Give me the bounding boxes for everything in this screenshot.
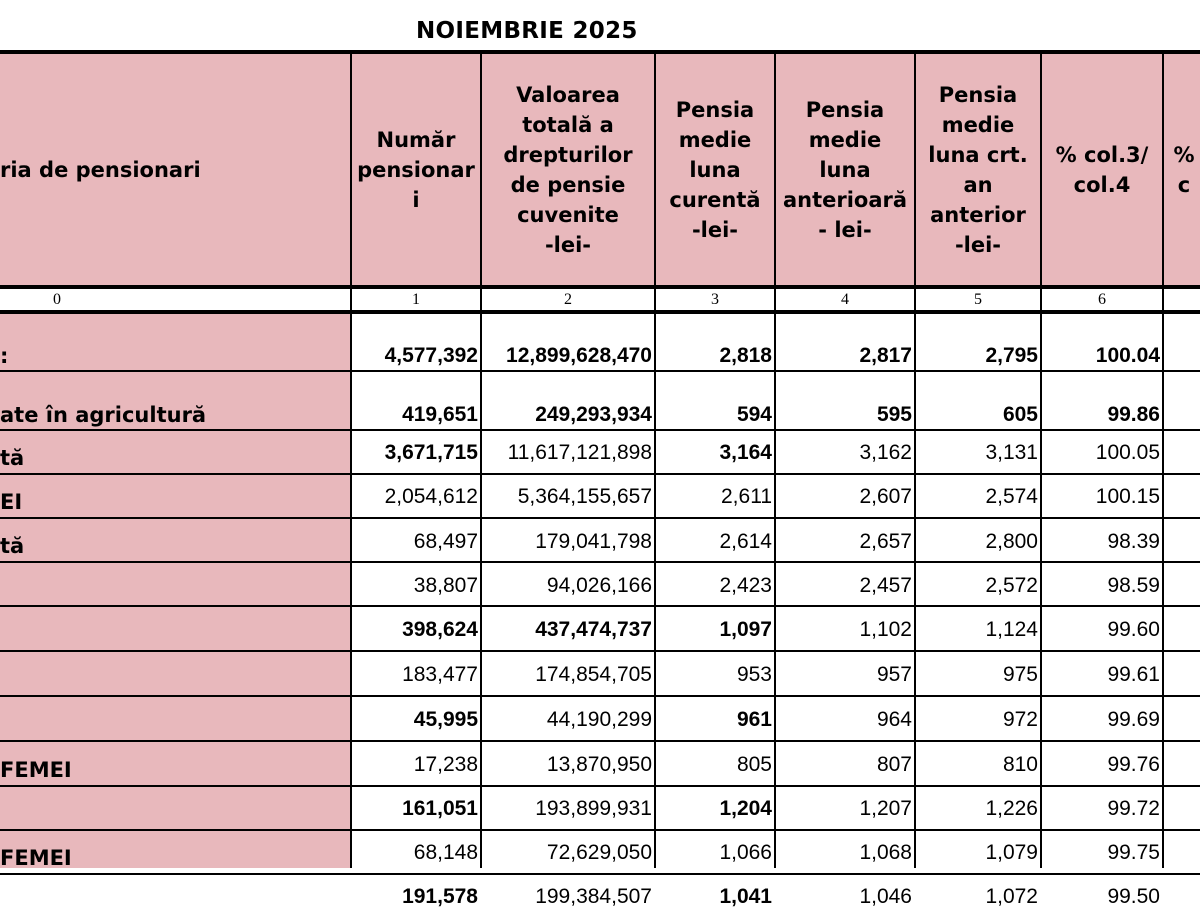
row-label: FEMEI: [0, 846, 72, 870]
cell-c3: 594: [736, 403, 772, 426]
cell-c5: 2,572: [985, 574, 1038, 597]
cell-c5: 1,226: [985, 797, 1038, 820]
cell-c2: 437,474,737: [535, 618, 652, 641]
cell-c3: 3,164: [719, 441, 772, 464]
cell-c1: 419,651: [402, 403, 478, 426]
cell-c3: 1,066: [719, 841, 772, 864]
cell-c4: 1,046: [859, 885, 912, 908]
page-title: NOIEMBRIE 2025: [416, 18, 638, 44]
cell-c4: 2,817: [859, 344, 912, 367]
header-bottom-rule: [0, 285, 1200, 289]
cell-c4: 807: [876, 753, 912, 776]
cell-c4: 3,162: [859, 441, 912, 464]
cell-c1: 183,477: [402, 663, 478, 686]
index-bottom-rule: [0, 310, 1200, 314]
row-label: FEMEI: [0, 758, 72, 782]
cell-c3: 805: [736, 753, 772, 776]
cell-c6: 99.69: [1107, 708, 1160, 731]
cell-c3: 1,041: [719, 885, 772, 908]
cell-c5: 1,124: [985, 618, 1038, 641]
row-divider: [0, 829, 1200, 831]
row-divider: [0, 370, 1200, 372]
cell-c5: 2,795: [985, 344, 1038, 367]
header-valoarea-totala: Valoarea totală a drepturilor de pensie cuvenite -lei-: [503, 83, 633, 257]
cell-c3: 1,097: [719, 618, 772, 641]
cell-c1: 398,624: [402, 618, 478, 641]
header-category: ria de pensionari: [0, 158, 201, 182]
cell-c3: 2,818: [719, 344, 772, 367]
cell-c6: 98.39: [1107, 530, 1160, 553]
cell-c2: 199,384,507: [535, 885, 652, 908]
cell-c1: 68,148: [413, 841, 478, 864]
cell-c3: 961: [736, 708, 772, 731]
header-pensia-an-anterior: Pensia medie luna crt. an anterior -lei-: [928, 83, 1028, 257]
cell-c5: 972: [1002, 708, 1038, 731]
cell-c6: 100.05: [1095, 441, 1160, 464]
cell-c2: 174,854,705: [535, 663, 652, 686]
header-numar-pensionari: Număr pensionar i: [357, 128, 475, 212]
cell-c2: 193,899,931: [535, 797, 652, 820]
col-index-1: 1: [412, 291, 420, 308]
row-divider: [0, 605, 1200, 607]
cell-c4: 1,102: [859, 618, 912, 641]
cell-c4: 2,657: [859, 530, 912, 553]
row-divider: [0, 473, 1200, 475]
cell-c5: 2,574: [985, 485, 1038, 508]
cell-c3: 953: [736, 663, 772, 686]
cell-c5: 3,131: [985, 441, 1038, 464]
cell-c1: 17,238: [413, 753, 478, 776]
cell-c6: 99.75: [1107, 841, 1160, 864]
cell-c5: 1,072: [985, 885, 1038, 908]
col-divider: [1162, 54, 1164, 868]
cell-c4: 1,207: [859, 797, 912, 820]
cell-c2: 11,617,121,898: [507, 441, 652, 464]
cell-c4: 2,607: [859, 485, 912, 508]
col-index-0: 0: [53, 291, 61, 308]
col-index-3: 3: [711, 291, 719, 308]
cell-c4: 957: [876, 663, 912, 686]
cell-c4: 1,068: [859, 841, 912, 864]
cell-c5: 810: [1002, 753, 1038, 776]
cell-c2: 94,026,166: [546, 574, 652, 597]
cell-c3: 2,611: [721, 485, 772, 508]
row-label: EI: [0, 490, 23, 514]
cell-c3: 2,423: [719, 574, 772, 597]
cell-c1: 45,995: [413, 708, 478, 731]
cell-c1: 38,807: [413, 574, 478, 597]
row-divider: [0, 740, 1200, 742]
cell-c1: 3,671,715: [384, 441, 478, 464]
col-index-2: 2: [564, 291, 572, 308]
cell-c5: 975: [1002, 663, 1038, 686]
cell-c2: 44,190,299: [546, 708, 652, 731]
cell-c6: 100.15: [1095, 485, 1160, 508]
header-pensia-anterioara: Pensia medie luna anterioară - lei-: [782, 98, 908, 242]
row-label: tă: [0, 534, 25, 558]
header-procent-next: % c: [1173, 143, 1195, 197]
cell-c2: 249,293,934: [535, 403, 652, 426]
cell-c2: 5,364,155,657: [517, 485, 652, 508]
cell-c5: 1,079: [985, 841, 1038, 864]
col-index-5: 5: [974, 291, 982, 308]
row-divider: [0, 695, 1200, 697]
cell-c2: 179,041,798: [535, 530, 652, 553]
cell-c2: 72,629,050: [546, 841, 652, 864]
row-divider: [0, 873, 1200, 875]
cell-c6: 99.61: [1107, 663, 1160, 686]
cell-c2: 12,899,628,470: [506, 344, 652, 367]
cell-c2: 13,870,950: [546, 753, 652, 776]
cell-c1: 2,054,612: [384, 485, 478, 508]
row-label: ate în agricultură: [0, 403, 207, 427]
cell-c1: 4,577,392: [384, 344, 478, 367]
row-label: :: [0, 344, 9, 368]
cell-c4: 595: [876, 403, 912, 426]
cell-c1: 68,497: [413, 530, 478, 553]
cell-c6: 99.72: [1107, 797, 1160, 820]
cell-c4: 964: [876, 708, 912, 731]
cell-c4: 2,457: [859, 574, 912, 597]
cell-c6: 99.76: [1107, 753, 1160, 776]
cell-c1: 191,578: [402, 885, 478, 908]
cell-c3: 1,204: [719, 797, 772, 820]
cell-c5: 605: [1002, 403, 1038, 426]
cell-c6: 99.60: [1107, 618, 1160, 641]
row-divider: [0, 429, 1200, 431]
col-index-6: 6: [1098, 291, 1106, 308]
cell-c6: 98.59: [1107, 574, 1160, 597]
cell-c3: 2,614: [719, 530, 772, 553]
cell-c5: 2,800: [985, 530, 1038, 553]
col-index-4: 4: [841, 291, 849, 308]
cell-c1: 161,051: [402, 797, 478, 820]
cell-c6: 99.86: [1107, 403, 1160, 426]
cell-c6: 99.50: [1107, 885, 1160, 908]
header-pensia-curenta: Pensia medie luna curentă -lei-: [669, 98, 761, 242]
cell-c6: 100.04: [1095, 344, 1160, 367]
row-divider: [0, 517, 1200, 519]
header-procent-col3-col4: % col.3/ col.4: [1055, 143, 1149, 197]
row-divider: [0, 785, 1200, 787]
row-divider: [0, 561, 1200, 563]
row-divider: [0, 650, 1200, 652]
row-label: tă: [0, 446, 25, 470]
top-rule: [0, 50, 1200, 54]
